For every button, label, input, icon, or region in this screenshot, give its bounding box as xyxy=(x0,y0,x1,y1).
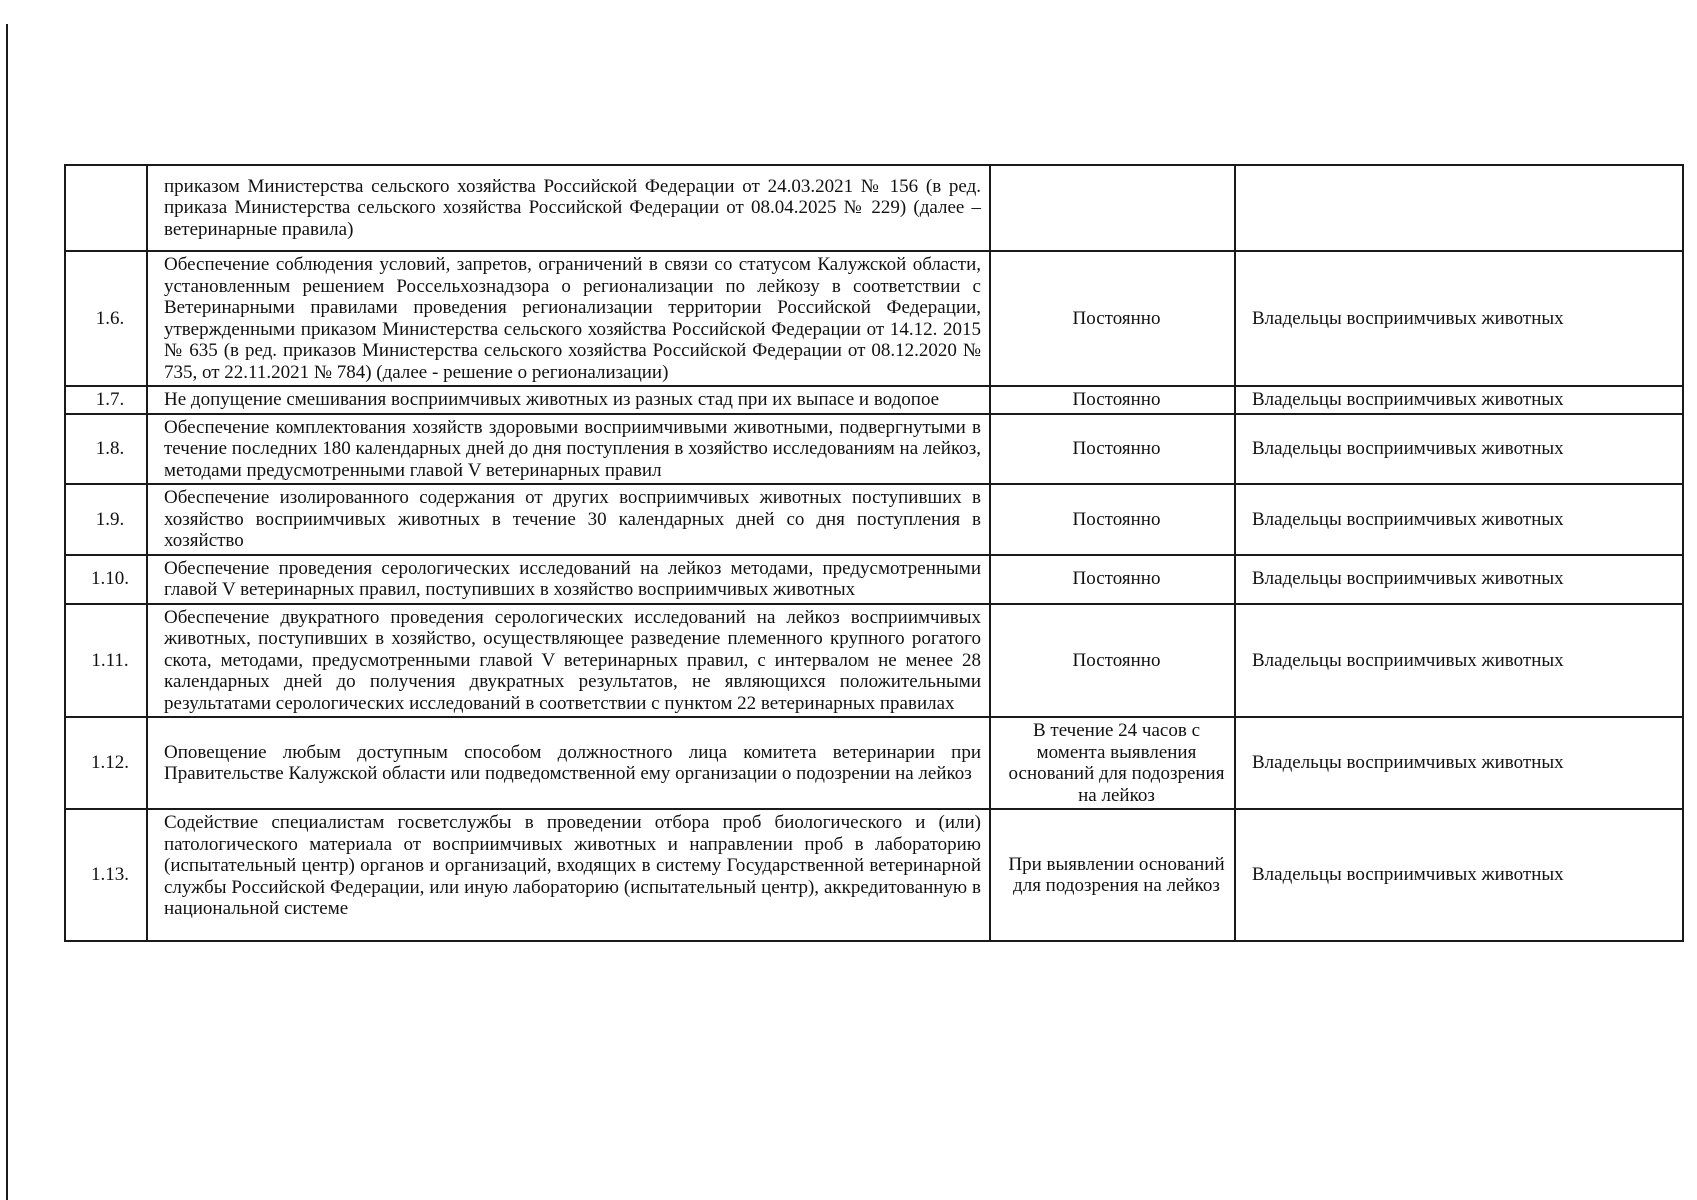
item-number xyxy=(65,165,147,251)
item-number: 1.13. xyxy=(65,809,147,941)
responsible-text: Владельцы восприимчивых животных xyxy=(1235,484,1683,555)
responsible-text: Владельцы восприимчивых животных xyxy=(1235,604,1683,718)
measure-text: Содействие специалистам госветслужбы в проведении отбора проб биологического и (или) патологического материала от восприимчивых животных и направлении проб в лабораторию (испытательный центр) органов и организаций, входящих в систему Государственной ветеринарной службы Российской Федерации, или иную лабораторию (испытательный центр), аккредитованную в национальной системе xyxy=(147,809,990,941)
table-row xyxy=(65,414,1683,485)
measure-text: Не допущение смешивания восприимчивых животных из разных стад при их выпасе и водопое xyxy=(147,386,990,414)
deadline-text: Постоянно xyxy=(990,386,1235,414)
measure-text: Обеспечение комплектования хозяйств здоровыми восприимчивыми животными, подвергнутыми в течение последних 180 календарных дней до дня поступления в хозяйство исследованиям на лейкоз, методами предусмотренными главой V ветеринарных правил xyxy=(147,414,990,485)
table-row xyxy=(65,555,1683,604)
table-row xyxy=(65,165,1683,251)
responsible-text: Владельцы восприимчивых животных xyxy=(1235,251,1683,386)
deadline-text: В течение 24 часов с момента выявления оснований для подозрения на лейкоз xyxy=(990,717,1235,809)
item-number: 1.7. xyxy=(65,386,147,414)
responsible-text: Владельцы восприимчивых животных xyxy=(1235,555,1683,604)
table-row xyxy=(65,604,1683,718)
deadline-text xyxy=(990,165,1235,251)
table-row xyxy=(65,386,1683,414)
responsible-text xyxy=(1235,165,1683,251)
measure-text: Обеспечение соблюдения условий, запретов, ограничений в связи со статусом Калужской области, установленным решением Россельхознадзора о регионализации по лейкозу в соответствии с Ветеринарными правилами проведения регионализации территории Российской Федерации, утвержденными приказом Министерства сельского хозяйства Российской Федерации от 14.12. 2015 № 635 (в ред. приказов Министерства сельского хозяйства Российской Федерации от 08.12.2020 № 735, от 22.11.2021 № 784) (далее - решение о регионализации) xyxy=(147,251,990,386)
measures-table xyxy=(64,164,1684,942)
measure-text: приказом Министерства сельского хозяйства Российской Федерации от 24.03.2021 № 156 (в ред. приказа Министерства сельского хозяйства Российской Федерации от 08.04.2025 № 229) (далее – ветеринарные правила) xyxy=(147,165,990,251)
measure-text: Обеспечение двукратного проведения серологических исследований на лейкоз восприимчивых животных, поступивших в хозяйство, осуществляющее разведение племенного крупного рогатого скота, методами, предусмотренными главой V ветеринарных правил, с интервалом не менее 28 календарных дней до получения двукратных результатов, не являющихся положительными результатами серологических исследований в соответствии с пунктом 22 ветеринарных правилах xyxy=(147,604,990,718)
deadline-text: Постоянно xyxy=(990,555,1235,604)
item-number: 1.8. xyxy=(65,414,147,485)
table-row xyxy=(65,809,1683,941)
measure-text: Обеспечение проведения серологических исследований на лейкоз методами, предусмотренными главой V ветеринарных правил, поступивших в хозяйство восприимчивых животных xyxy=(147,555,990,604)
table-row xyxy=(65,251,1683,386)
table-row xyxy=(65,484,1683,555)
responsible-text: Владельцы восприимчивых животных xyxy=(1235,386,1683,414)
deadline-text: Постоянно xyxy=(990,414,1235,485)
deadline-text: Постоянно xyxy=(990,604,1235,718)
deadline-text: Постоянно xyxy=(990,484,1235,555)
responsible-text: Владельцы восприимчивых животных xyxy=(1235,809,1683,941)
item-number: 1.10. xyxy=(65,555,147,604)
item-number: 1.11. xyxy=(65,604,147,718)
measure-text: Обеспечение изолированного содержания от других восприимчивых животных поступивших в хозяйство восприимчивых животных в течение 30 календарных дней со дня поступления в хозяйство xyxy=(147,484,990,555)
page-margin-line xyxy=(6,24,8,1200)
deadline-text: Постоянно xyxy=(990,251,1235,386)
table-row xyxy=(65,717,1683,809)
item-number: 1.9. xyxy=(65,484,147,555)
item-number: 1.6. xyxy=(65,251,147,386)
item-number: 1.12. xyxy=(65,717,147,809)
deadline-text: При выявлении оснований для подозрения на лейкоз xyxy=(990,809,1235,941)
responsible-text: Владельцы восприимчивых животных xyxy=(1235,414,1683,485)
measure-text: Оповещение любым доступным способом должностного лица комитета ветеринарии при Правительстве Калужской области или подведомственной ему организации о подозрении на лейкоз xyxy=(147,717,990,809)
responsible-text: Владельцы восприимчивых животных xyxy=(1235,717,1683,809)
